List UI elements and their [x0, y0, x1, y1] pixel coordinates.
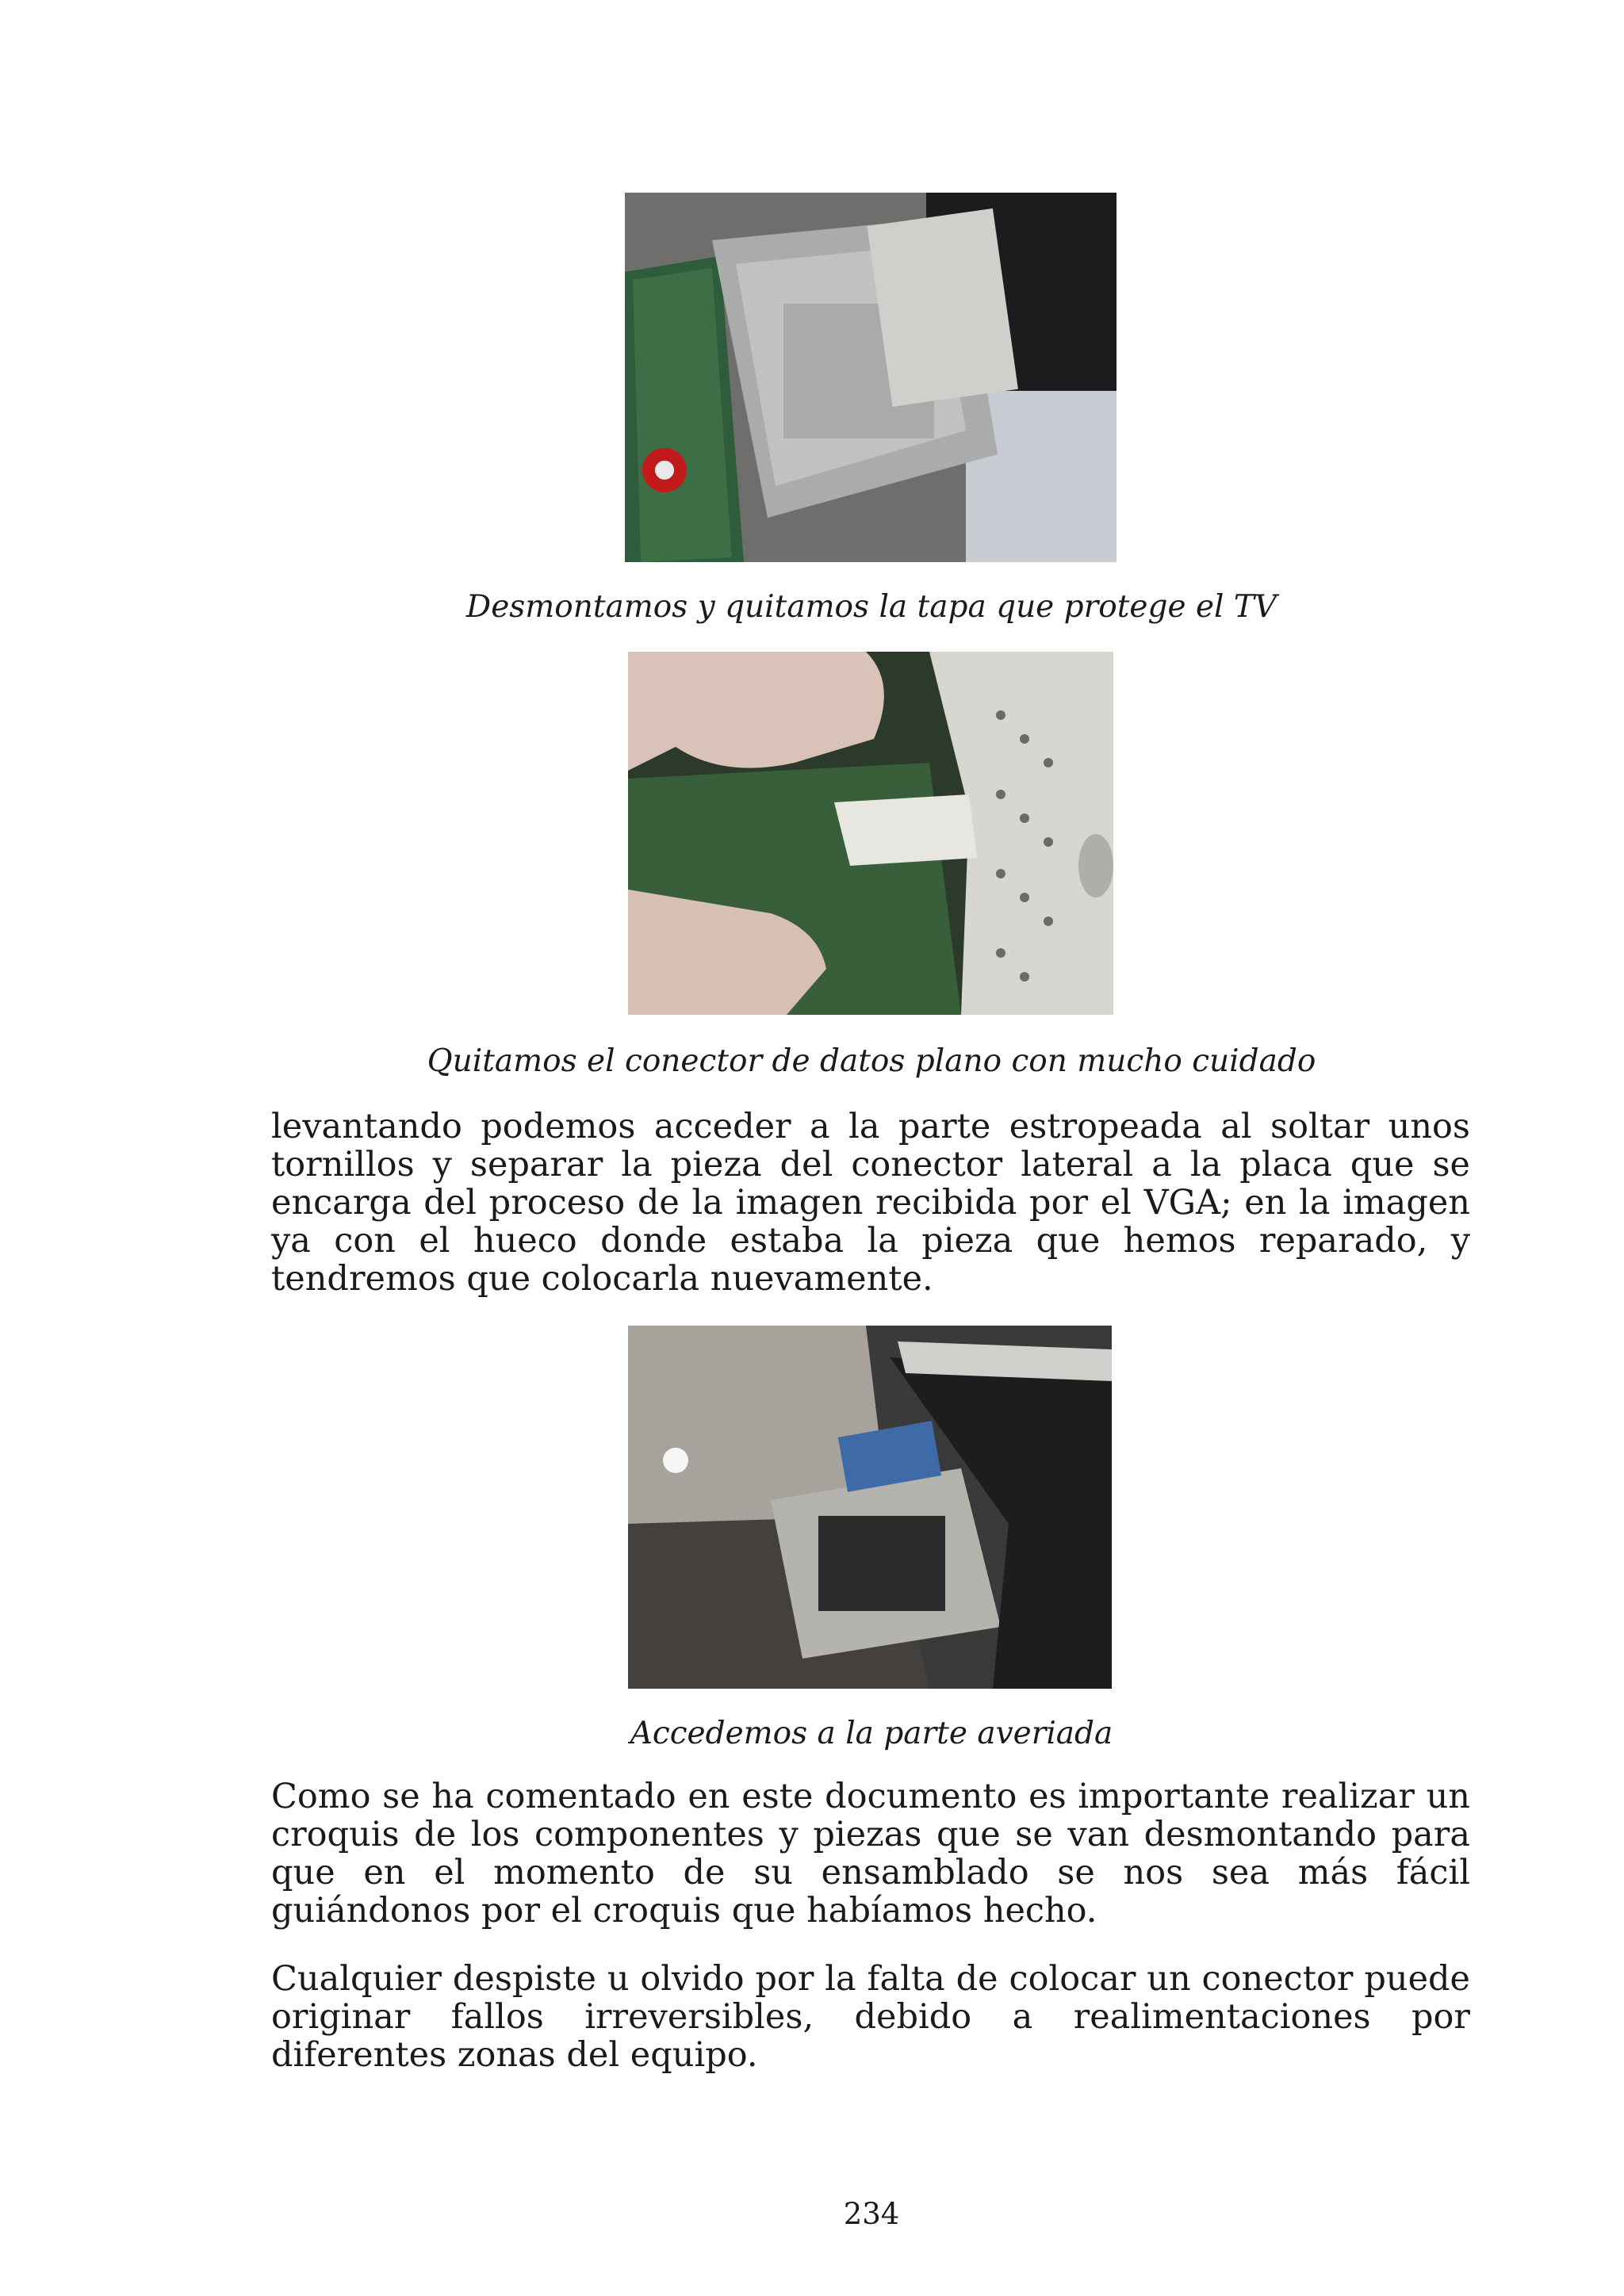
- figure-3-caption: Accedemos a la parte averiada: [630, 1716, 1113, 1751]
- figure-2-photo: [628, 652, 1113, 1015]
- body-paragraph-2: Como se ha comentado en este documento es importante realizar un croquis de los componentes y piezas que se van desmontando para que en el momento de su ensamblado se nos sea más fácil guiándonos por el croquis que habíamos hecho.: [271, 1777, 1470, 1931]
- body-paragraph-3: Cualquier despiste u olvido por la falta de colocar un conector puede originar fallos irreversibles, debido a realimentaciones por diferentes zonas del equipo.: [271, 1959, 1470, 2075]
- page-number: 234: [843, 2197, 900, 2231]
- figure-1-photo: [625, 193, 1116, 562]
- figure-1-caption: Desmontamos y quitamos la tapa que protege el TV: [465, 589, 1277, 625]
- figure-2-caption: Quitamos el conector de datos plano con mucho cuidado: [427, 1043, 1316, 1079]
- figure-3-photo: [628, 1326, 1112, 1689]
- body-paragraph-1: levantando podemos acceder a la parte estropeada al soltar unos tornillos y separar la pieza del conector lateral a la placa que se encarga del proceso de la imagen recibida por el VGA; en la imagen ya con el hueco donde estaba la pieza que hemos reparado, y tendremos que colocarla nuevamente.: [271, 1107, 1470, 1299]
